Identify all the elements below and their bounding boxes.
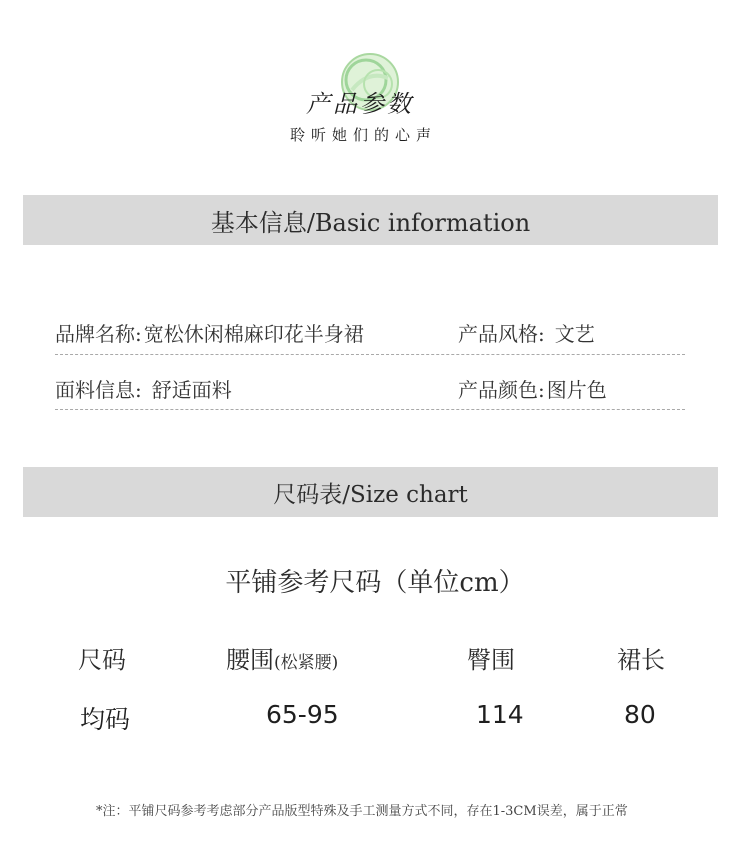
brand-value: 宽松休闲棉麻印花半身裙 xyxy=(143,322,364,346)
color-label: 产品颜色: xyxy=(458,378,545,402)
logo-subtitle: 聆听她们的心声 xyxy=(290,126,438,144)
header-waist-note: (松紧腰) xyxy=(274,653,339,673)
color-value: 图片色 xyxy=(546,378,607,402)
style-value: 文艺 xyxy=(554,322,595,346)
footnote: *注：平铺尺码参考考虑部分产品版型特殊及手工测量方式不同，存在1-3CM误差，属于正常 xyxy=(96,804,628,819)
section-header-basic-info: 基本信息/Basic information xyxy=(23,195,718,245)
logo-title: 产品参数 xyxy=(306,90,414,118)
header-length: 裙长 xyxy=(617,646,665,674)
brand-row xyxy=(55,318,364,347)
fabric-value: 舒适面料 xyxy=(151,378,232,402)
brand-label: 品牌名称: xyxy=(55,322,142,346)
cell-size: 均码 xyxy=(80,705,131,734)
divider xyxy=(55,409,685,410)
style-row xyxy=(458,318,595,347)
header-hip: 臀围 xyxy=(467,646,515,674)
header-size: 尺码 xyxy=(78,646,126,674)
color-row xyxy=(458,374,607,403)
cell-length: 80 xyxy=(624,700,656,729)
cell-hip: 114 xyxy=(476,700,524,729)
section-header-size-chart: 尺码表/Size chart xyxy=(23,467,718,517)
header-waist-label: 腰围 xyxy=(226,646,274,674)
divider xyxy=(55,354,685,355)
cell-waist: 65-95 xyxy=(266,700,339,729)
style-label: 产品风格: xyxy=(458,322,545,346)
fabric-row xyxy=(55,374,232,403)
size-table-title: 平铺参考尺码（单位cm） xyxy=(225,568,525,598)
fabric-label: 面料信息: xyxy=(55,378,142,402)
header-waist xyxy=(226,640,338,675)
